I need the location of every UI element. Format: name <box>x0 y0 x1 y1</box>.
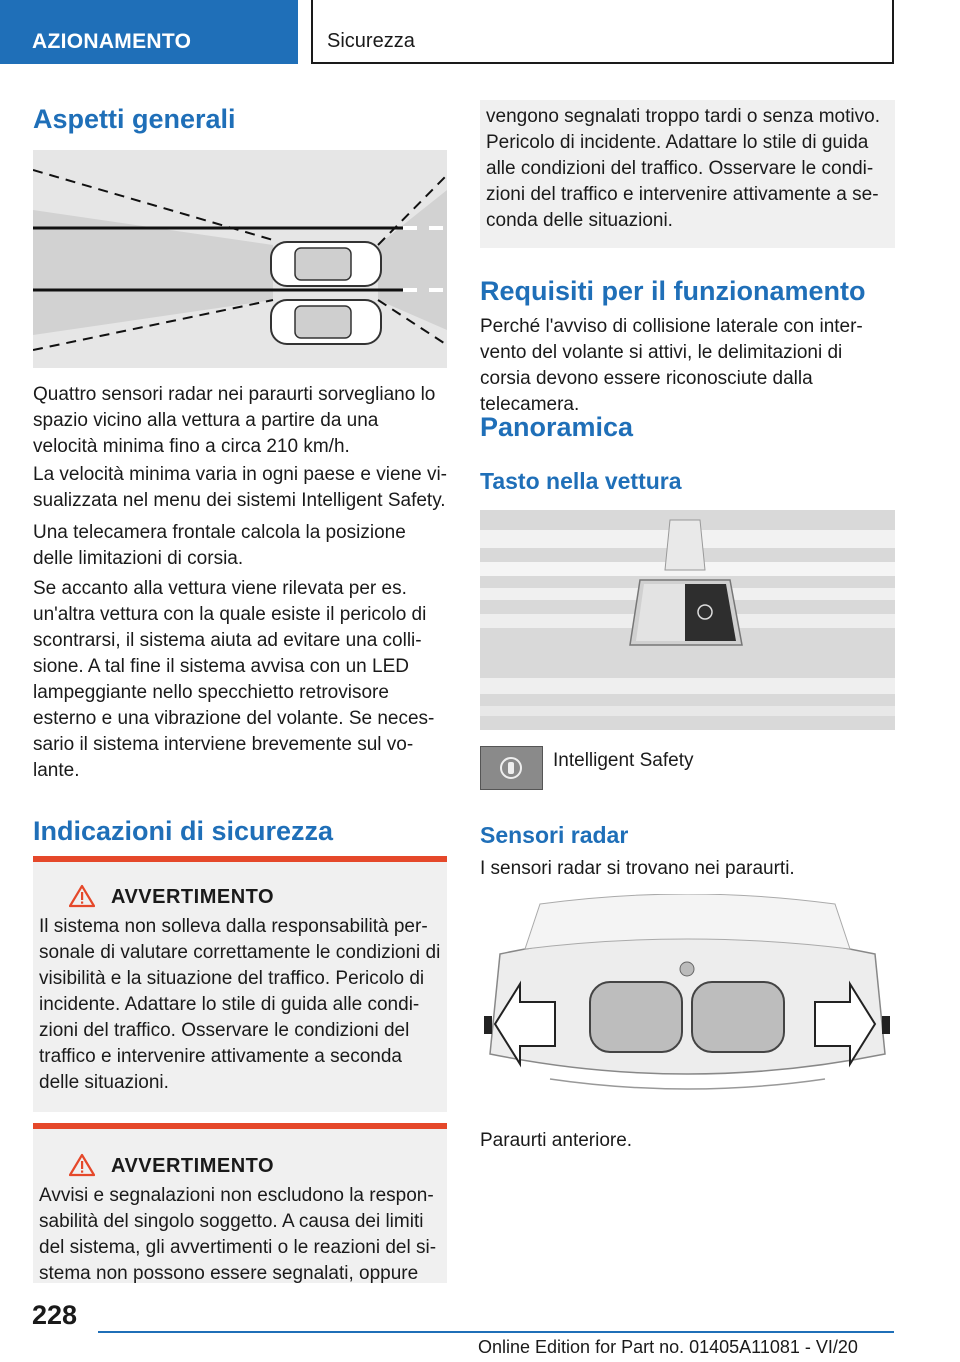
car-shield-icon <box>481 747 542 789</box>
bumper-caption: Paraurti anteriore. <box>480 1130 633 1151</box>
front-bumper-image <box>480 894 895 1114</box>
warning-text: Il sistema non solleva dalla responsabilità per-sonale di valutare correttamente le condizioni di visibilità e la situazione del traffico. Pericolo di incidente. Adattare lo stile di guida alle condi-zioni del traffico. Osservare le condizioni del traffico e intervenire attivamente a seconda delle situazioni. <box>39 916 441 1093</box>
paragraph-requirements: Perché l'avviso di collisione laterale con inter-vento del volante si attivi, le delimitazioni di corsia devono essere riconosciute dalla telecamera. <box>480 316 863 415</box>
page-number: 228 <box>32 1300 78 1330</box>
warning-box-2 <box>33 1123 447 1283</box>
heading-safety: Indicazioni di sicurezza <box>33 816 334 846</box>
warning-title: AVVERTIMENTO <box>111 1155 275 1177</box>
footer-divider <box>98 1331 894 1333</box>
warning-continuation-box <box>480 100 895 248</box>
heading-button: Tasto nella vettura <box>480 468 682 494</box>
paragraph-min-speed: La velocità minima varia in ogni paese e viene vi-sualizzata nel menu dei sistemi Intelligent Safety. <box>33 464 447 511</box>
section-tab <box>311 0 894 64</box>
section-title: Sicurezza <box>327 30 415 52</box>
intelligent-safety-button-icon <box>480 746 543 790</box>
heading-requirements: Requisiti per il funzionamento <box>480 276 866 306</box>
button-label: Intelligent Safety <box>553 750 694 771</box>
chapter-tab <box>0 0 298 64</box>
dashboard-button-image <box>480 510 895 730</box>
heading-overview: Panoramica <box>480 412 634 442</box>
button-figure <box>480 510 895 730</box>
chapter-title: AZIONAMENTO <box>32 30 192 53</box>
warning-triangle-icon <box>69 1153 95 1177</box>
warning-continuation-text: vengono segnalati troppo tardi o senza motivo. Pericolo di incidente. Adattare lo stile di guida alle condizioni del traffico. Osservare le condi-zioni del traffico e intervenire attivamente a se-conda delle situazioni. <box>486 106 880 231</box>
bumper-figure <box>480 894 895 1114</box>
paragraph-camera: Una telecamera frontale calcola la posizione delle limitazioni di corsia. <box>33 522 406 569</box>
paragraph-radar-sensors: Quattro sensori radar nei paraurti sorvegliano lo spazio vicino alla vettura a partire da una velocità minima fino a circa 210 km/h. <box>33 384 436 457</box>
warning-triangle-icon <box>69 884 95 908</box>
lane-diagram <box>33 150 447 368</box>
heading-radar: Sensori radar <box>480 822 629 848</box>
warning-box-1 <box>33 856 447 1112</box>
warning-title: AVVERTIMENTO <box>111 886 275 908</box>
paragraph-collision: Se accanto alla vettura viene rilevata per es. un'altra vettura con la quale esiste il pericolo di scontrarsi, il sistema aiuta ad evitare una colli-sione. A tal fine il sistema avvisa con un LED lampeggiante nello specchietto retrovisore esterno e una vibrazione del volante. Se neces-sario il sistema interviene brevemente sul vo-lante. <box>33 578 435 781</box>
edition-info: Online Edition for Part no. 01405A11081 - VI/20 <box>478 1337 858 1357</box>
lane-figure <box>33 150 447 368</box>
paragraph-radar-location: I sensori radar si trovano nei paraurti. <box>480 858 795 879</box>
warning-text: Avvisi e segnalazioni non escludono la respon-sabilità del singolo soggetto. A causa dei limiti del sistema, gli avvertimenti o le reazioni del si-stema non possono essere segnalati, oppure <box>39 1185 437 1284</box>
heading-general: Aspetti generali <box>33 104 236 134</box>
